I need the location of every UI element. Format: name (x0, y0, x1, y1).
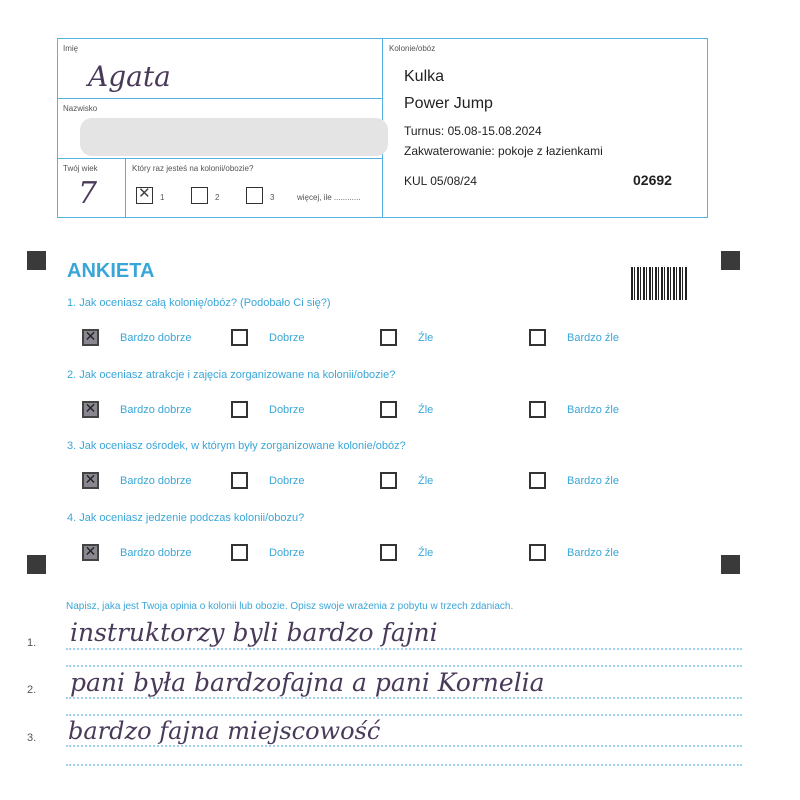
q2-option-dobrze-label: Dobrze (269, 404, 305, 416)
times-checkbox-3[interactable] (246, 187, 263, 204)
name-divider (57, 98, 382, 99)
times-check-mark: ✕ (138, 185, 151, 202)
name-value[interactable]: Agata (88, 60, 171, 93)
q2-option-zle-label: Źle (418, 404, 434, 416)
camp-code: KUL 05/08/24 (404, 174, 477, 188)
q1-option-zle-checkbox[interactable] (380, 329, 397, 346)
question-2: 2. Jak oceniasz atrakcje i zajęcia zorganizowane na kolonii/obozie? (67, 369, 396, 381)
q4-option-dobrze-label: Dobrze (269, 547, 305, 559)
times-option-1: 1 (160, 193, 165, 202)
camp-name: Kulka (404, 68, 445, 85)
opinion-line-1a (66, 648, 742, 650)
form-number: 02692 (633, 172, 672, 188)
opinion-answer-3[interactable]: bardzo fajna miejscowość (68, 717, 381, 745)
name-label: Imię (63, 44, 79, 53)
q3-option-bardzo-dobrze-label: Bardzo dobrze (120, 475, 192, 487)
opinion-line-2a (66, 697, 742, 699)
q1-option-bardzo-zle-label: Bardzo źle (567, 332, 619, 344)
q4-option-zle-checkbox[interactable] (380, 544, 397, 561)
accommodation: Zakwaterowanie: pokoje z łazienkami (404, 144, 603, 158)
q1-option-bardzo-dobrze-checkbox[interactable] (82, 329, 99, 346)
age-label: Twój wiek (63, 164, 98, 173)
q3-option-zle-label: Źle (418, 475, 434, 487)
age-value[interactable]: 7 (78, 176, 98, 211)
q3-option-zle-checkbox[interactable] (380, 472, 397, 489)
q1-option-dobrze-checkbox[interactable] (231, 329, 248, 346)
survey-title: ANKIETA (67, 260, 155, 282)
q3-option-bardzo-zle-label: Bardzo źle (567, 475, 619, 487)
surname-redaction (80, 118, 388, 156)
q4-option-zle-label: Źle (418, 547, 434, 559)
q4-option-bardzo-dobrze-checkbox[interactable] (82, 544, 99, 561)
times-checkbox-1[interactable] (136, 187, 153, 204)
registration-marker-bottom-left (27, 555, 46, 574)
opinion-line-number-2: 2. (27, 684, 37, 696)
registration-marker-top-right (721, 251, 740, 270)
opinion-prompt: Napisz, jaka jest Twoja opinia o kolonii lub obozie. Opisz swoje wrażenia z pobytu w trzech zdaniach. (66, 601, 514, 612)
opinion-line-1b (66, 665, 742, 667)
q1-option-dobrze-label: Dobrze (269, 332, 305, 344)
q3-option-bardzo-dobrze-checkbox[interactable] (82, 472, 99, 489)
q1-option-zle-label: Źle (418, 332, 434, 344)
q3-option-dobrze-checkbox[interactable] (231, 472, 248, 489)
opinion-line-3a (66, 745, 742, 747)
times-checkbox-2[interactable] (191, 187, 208, 204)
q2-option-bardzo-zle-label: Bardzo źle (567, 404, 619, 416)
q1-option-bardzo-dobrze-label: Bardzo dobrze (120, 332, 192, 344)
times-option-2: 2 (215, 193, 220, 202)
opinion-line-3b (66, 764, 742, 766)
registration-marker-top-left (27, 251, 46, 270)
q2-option-bardzo-dobrze-label: Bardzo dobrze (120, 404, 192, 416)
registration-marker-bottom-right (721, 555, 740, 574)
opinion-answer-2[interactable]: pani była bardzofajna a pani Kornelia (70, 668, 545, 697)
opinion-line-number-1: 1. (27, 637, 37, 649)
q4-option-bardzo-zle-label: Bardzo źle (567, 547, 619, 559)
times-option-more: więcej, ile ............ (297, 193, 361, 202)
q4-option-dobrze-checkbox[interactable] (231, 544, 248, 561)
q3-option-dobrze-label: Dobrze (269, 475, 305, 487)
turnus: Turnus: 05.08-15.08.2024 (404, 124, 542, 138)
question-1: 1. Jak oceniasz całą kolonię/obóz? (Podobało Ci się?) (67, 297, 331, 309)
age-divider (125, 158, 126, 218)
q2-option-bardzo-dobrze-checkbox[interactable] (82, 401, 99, 418)
surname-label: Nazwisko (63, 104, 98, 113)
q4-option-bardzo-zle-checkbox[interactable] (529, 544, 546, 561)
surname-divider (57, 158, 382, 159)
q1-option-bardzo-zle-checkbox[interactable] (529, 329, 546, 346)
camp-label: Kolonie/obóz (389, 44, 436, 53)
times-option-3: 3 (270, 193, 275, 202)
question-4: 4. Jak oceniasz jedzenie podczas kolonii/obozu? (67, 512, 305, 524)
opinion-answer-1[interactable]: instruktorzy byli bardzo fajni (70, 618, 438, 647)
q2-option-dobrze-checkbox[interactable] (231, 401, 248, 418)
q3-option-bardzo-zle-checkbox[interactable] (529, 472, 546, 489)
barcode (631, 267, 687, 300)
times-question: Który raz jesteś na kolonii/obozie? (132, 164, 254, 173)
camp-program: Power Jump (404, 95, 493, 112)
opinion-line-2b (66, 714, 742, 716)
q2-option-bardzo-zle-checkbox[interactable] (529, 401, 546, 418)
opinion-line-number-3: 3. (27, 732, 37, 744)
question-3: 3. Jak oceniasz ośrodek, w którym były zorganizowane kolonie/obóz? (67, 440, 406, 452)
q2-option-zle-checkbox[interactable] (380, 401, 397, 418)
q4-option-bardzo-dobrze-label: Bardzo dobrze (120, 547, 192, 559)
